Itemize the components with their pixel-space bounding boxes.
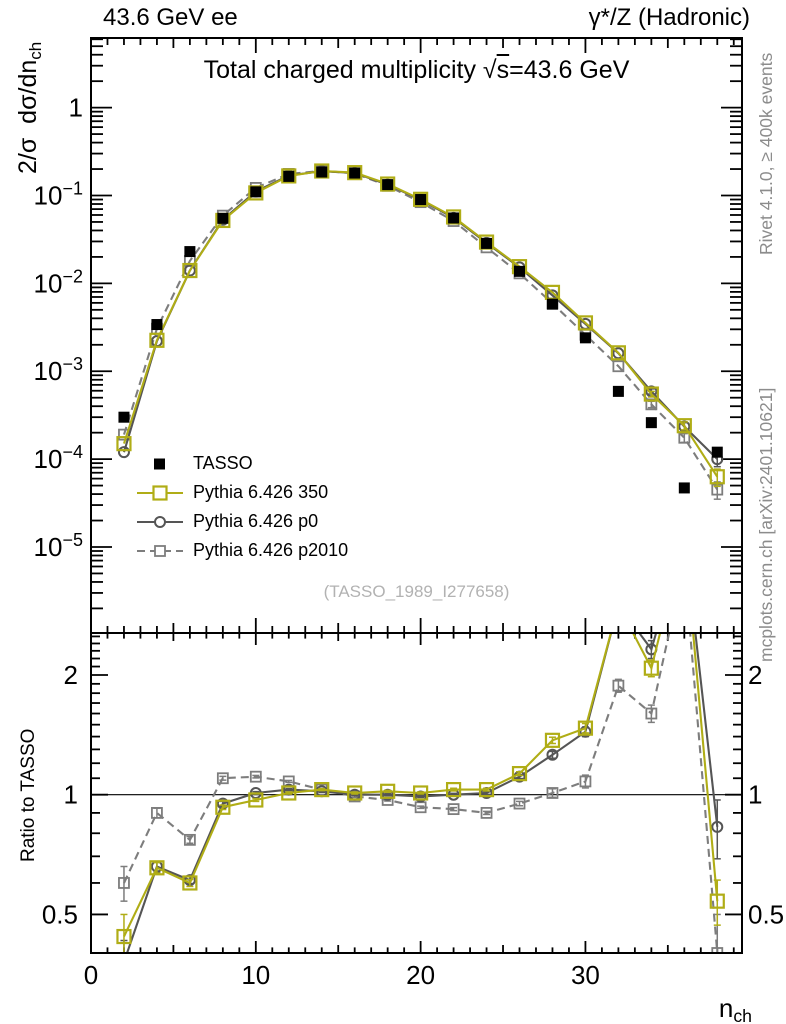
analysis-id-watermark: (TASSO_1989_I277658): [323, 582, 510, 601]
data-marker-filled-square: [712, 447, 723, 458]
series-Pythia-6-426-350: [117, 165, 723, 487]
main-y-tick-label: $10^{-3}$: [33, 354, 83, 387]
data-marker-filled-square: [448, 212, 459, 223]
beam-energy-label: 43.6 GeV ee: [103, 4, 238, 31]
x-tick-label: 20: [406, 960, 436, 990]
data-marker-filled-square: [151, 319, 162, 330]
legend-label: Pythia 6.426 p0: [193, 511, 319, 531]
data-marker-open-square: [679, 559, 689, 569]
data-marker-filled-square: [613, 386, 624, 397]
data-marker-filled-square: [679, 482, 690, 493]
data-marker-filled-square: [217, 213, 228, 224]
series-line: [124, 171, 717, 490]
ratio-y-tick-label-right: 2: [748, 659, 763, 690]
main-y-tick-label: 1: [68, 92, 83, 123]
legend-marker-open-circle-icon: [135, 511, 185, 533]
x-axis-title-sub: ch: [733, 1005, 752, 1024]
data-marker-filled-square: [382, 179, 393, 190]
legend-item: [135, 536, 348, 565]
ratio-y-tick-label-left: 1: [63, 779, 78, 810]
legend-label: Pythia 6.426 p2010: [193, 540, 349, 560]
ratio-y-tick-label-right: 1: [748, 779, 763, 810]
data-marker-filled-square: [184, 246, 195, 257]
data-marker-open-square: [678, 528, 691, 541]
x-axis-title: [719, 993, 752, 1024]
legend-item: [135, 449, 348, 478]
data-marker-filled-square: [580, 332, 591, 343]
data-marker-filled-square: [349, 168, 360, 179]
process-label: γ*/Z (Hadronic): [588, 4, 750, 31]
series-line: [124, 171, 717, 477]
plot-title: [91, 56, 742, 85]
data-marker-filled-square: [283, 171, 294, 182]
series-Pythia-6-426-p0: [119, 166, 722, 466]
y-axis-title-ratio: Ratio to TASSO: [18, 728, 39, 862]
data-marker-filled-square: [415, 194, 426, 205]
main-y-tick-label: $10^{-1}$: [33, 178, 83, 211]
legend: [135, 449, 348, 565]
data-marker-filled-square: [646, 417, 657, 428]
y-axis-title-main-text: 2/σ dσ/dn: [14, 59, 42, 174]
data-marker-filled-square: [481, 238, 492, 249]
legend-item: [135, 507, 348, 536]
data-marker-filled-square: [514, 266, 525, 277]
data-marker-filled-square: [316, 167, 327, 178]
series-TASSO: [118, 167, 722, 494]
data-marker-open-circle: [679, 530, 689, 540]
y-axis-title-main-sub: ch: [25, 41, 45, 60]
main-y-tick-label: $10^{-5}$: [33, 529, 83, 562]
data-marker-filled-square: [118, 412, 129, 423]
rivet-version-label: Rivet 4.1.0, ≥ 400k events: [756, 52, 776, 255]
ratio-y-tick-label-left: 0.5: [41, 899, 78, 930]
main-y-tick-label: $10^{-2}$: [33, 266, 83, 299]
x-axis-title-text: n: [718, 993, 734, 1023]
ratio-y-tick-label-left: 2: [63, 659, 78, 690]
ratio-y-tick-label-right: 0.5: [748, 899, 785, 930]
legend-marker-open-square-icon: [135, 482, 185, 504]
legend-label: Pythia 6.426 350: [193, 482, 329, 502]
data-marker-filled-square: [250, 186, 261, 197]
x-tick-label: 10: [241, 960, 271, 990]
data-marker-open-circle: [119, 957, 129, 967]
sqrt-arg: s: [496, 56, 510, 84]
series-line: [124, 171, 717, 459]
data-marker-filled-square: [547, 299, 558, 310]
legend-label: TASSO: [193, 453, 253, 473]
plot-title-post: =43.6 GeV: [509, 56, 630, 84]
y-axis-title-main: [14, 42, 46, 174]
mcplots-attribution: mcplots.cern.ch [arXiv:2401.10621]: [756, 387, 776, 662]
x-tick-label: 0: [83, 960, 99, 990]
legend-item: [135, 478, 348, 507]
sqrt-icon: √: [482, 56, 497, 84]
x-tick-label: 30: [570, 960, 600, 990]
legend-marker-open-square-icon: [135, 540, 185, 562]
main-y-tick-label: $10^{-4}$: [33, 442, 83, 475]
plot-title-pre: Total charged multiplicity: [203, 56, 483, 84]
legend-marker-filled-square-icon: [135, 453, 185, 475]
